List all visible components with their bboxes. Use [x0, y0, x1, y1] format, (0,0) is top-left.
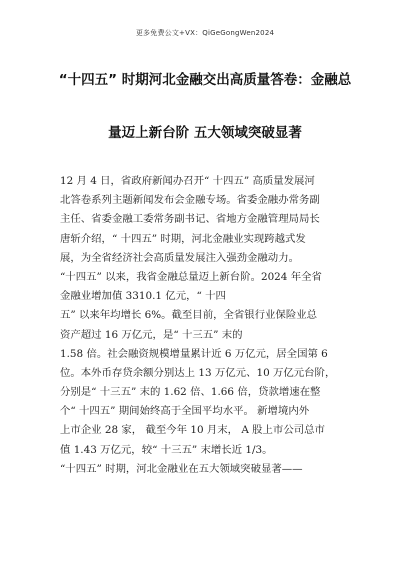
body-line: 个“ 十四五” 期间始终高于全国平均水平。 新增境内外: [60, 405, 310, 418]
body-line: 主任、省委金融工委常务副书记、省地方金融管理局局长: [60, 213, 320, 226]
body-line: 北答卷系列主题新闻发布会金融专场。省委金融办常务副: [60, 194, 320, 207]
body-line: 展，为全省经济社会高质量发展注入强劲金融动力。: [60, 251, 299, 264]
body-line: “十四五” 时期，河北金融业在五大领域突破显著——: [60, 462, 303, 475]
body-line: 12 月 4 日，省政府新闻办召开“ 十四五” 高质量发展河: [60, 175, 315, 187]
body-line: 上市企业 28 家， 截至今年 10 月末， A 股上市公司总市: [60, 424, 325, 437]
body-line: 五” 以来年均增长 6%。截至目前，全省银行业保险业总: [60, 309, 317, 322]
body-line: 位。本外币存贷余额分别达上 13 万亿元、10 万亿元台阶，: [60, 366, 336, 379]
body-line: 资产超过 16 万亿元，是“ 十三五” 末的: [60, 328, 243, 341]
header-note: 更多免费公文+VX：QiGeGongWen2024: [135, 29, 275, 37]
body-line: 唐斩介绍，“ 十四五” 时期，河北金融业实现跨越式发: [60, 232, 306, 245]
body-line: “十四五” 以来，我省金融总量迈上新台阶。2024 年全省: [60, 270, 322, 283]
body-line: 1.58 倍。社会融资规模增量累计近 6 万亿元，居全国第 6: [60, 347, 328, 360]
body-line: 分别是“ 十三五” 末的 1.62 倍、1.66 倍，贷款增速在整: [60, 386, 321, 399]
document-title-line-1: “十四五” 时期河北金融交出高质量答卷：金融总: [58, 72, 352, 88]
body-line: 值 1.43 万亿元，较“ 十三五” 末增长近 1/3。: [60, 443, 273, 456]
body-line: 金融业增加值 3310.1 亿元，“ 十四: [60, 290, 226, 303]
document-body: [60, 172, 353, 479]
document-title-line-2: 量迈上新台阶 五大领域突破显著: [108, 125, 302, 141]
